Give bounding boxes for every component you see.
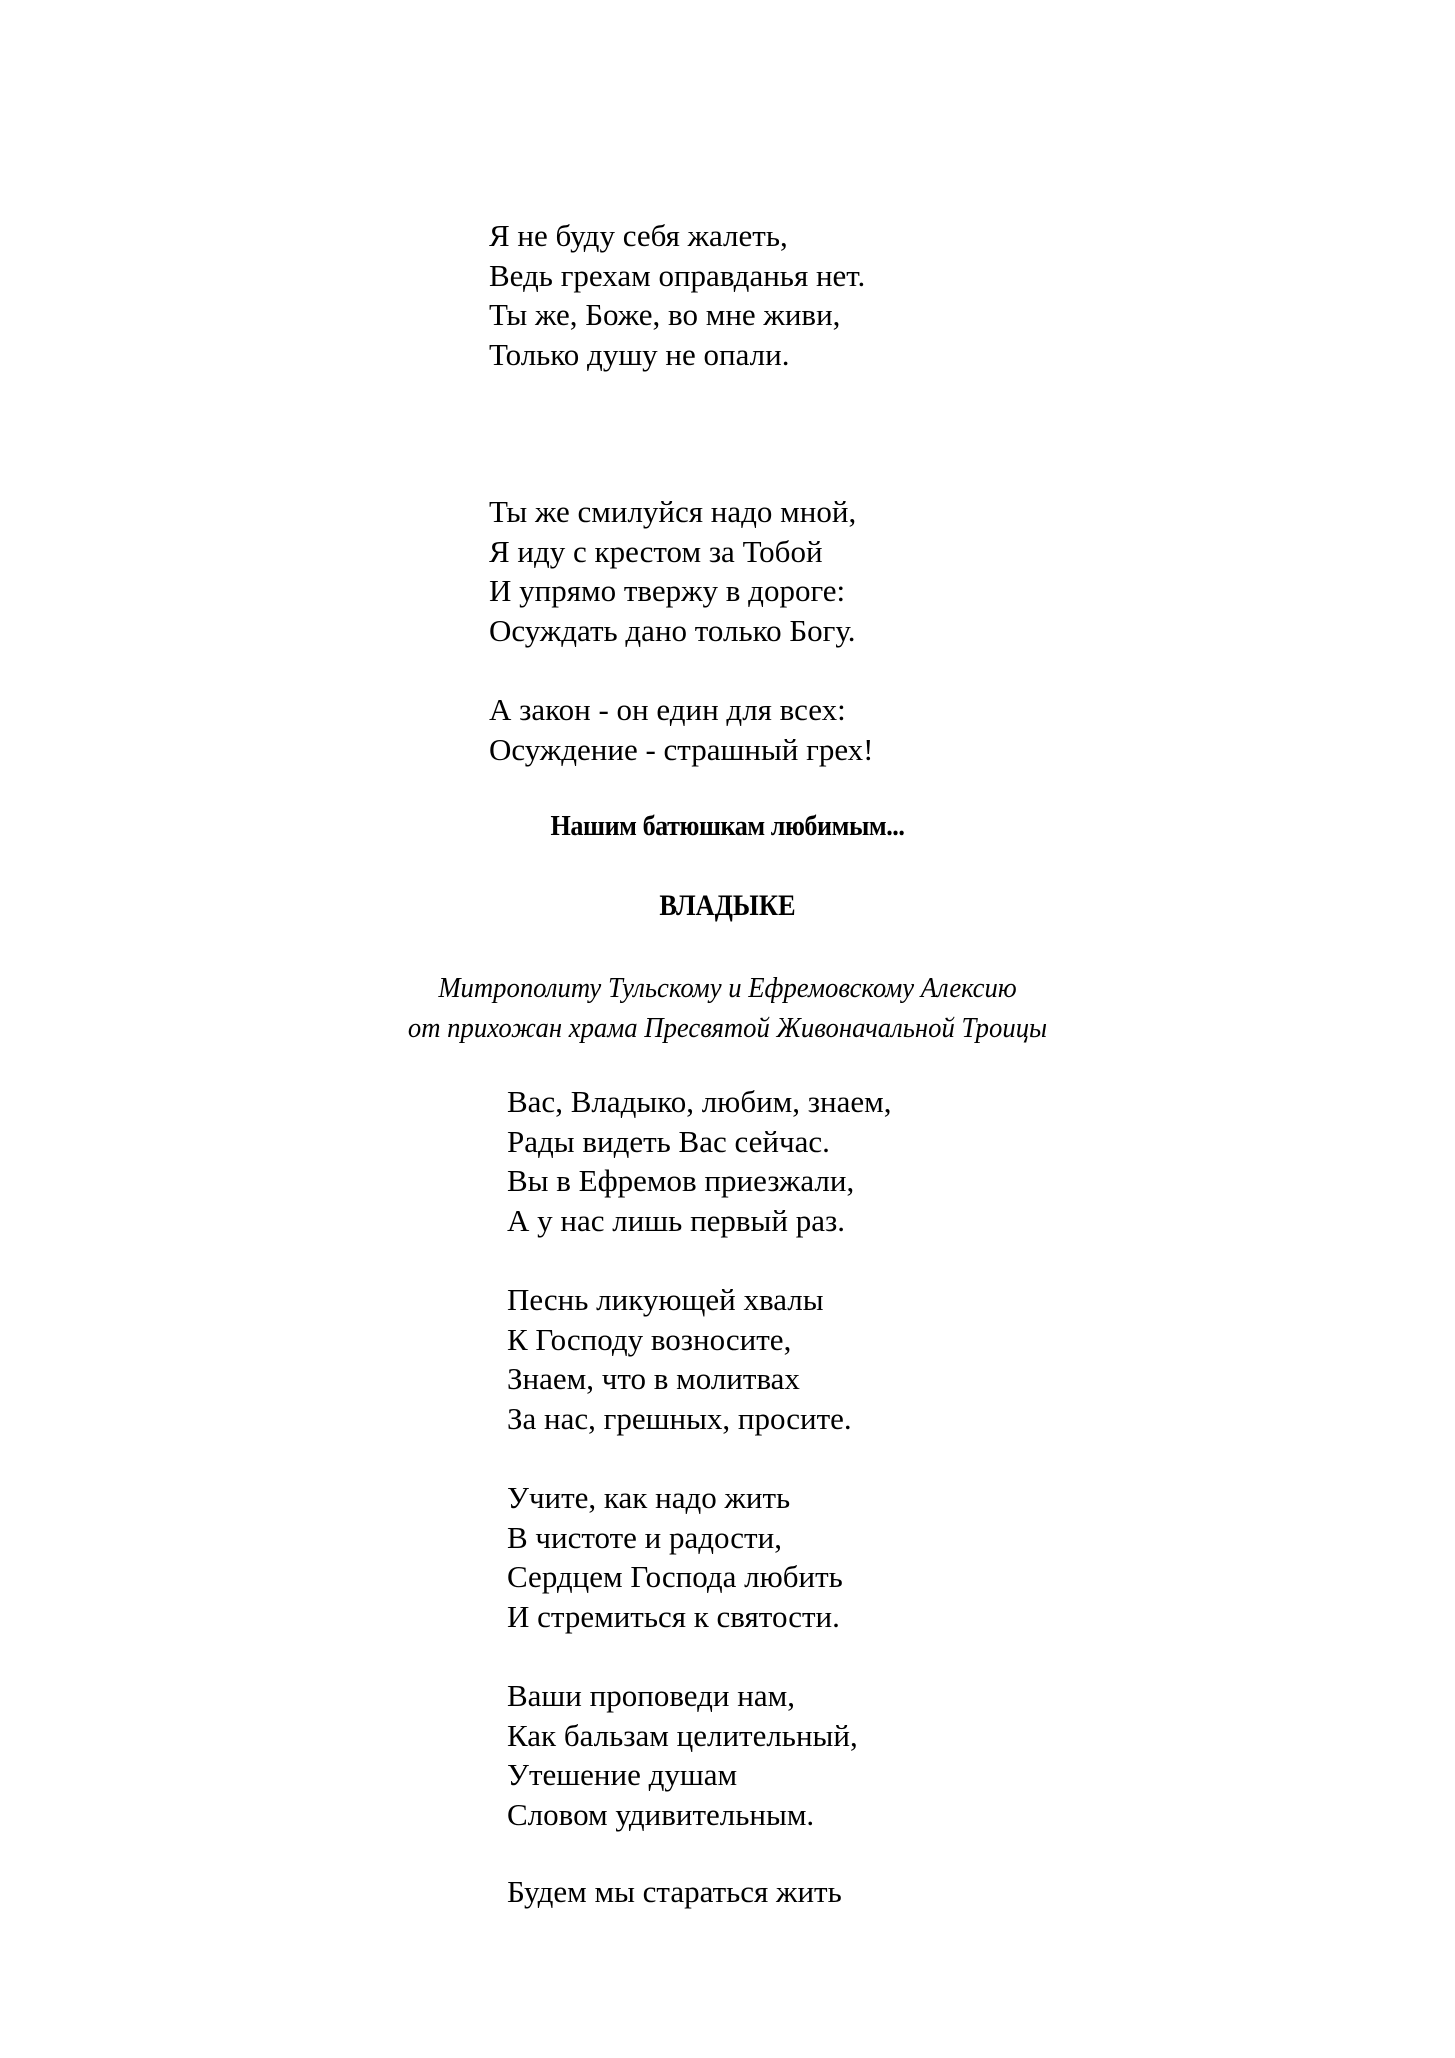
verse-line: Ты же смилуйся надо мной, [489,494,857,529]
verse-line: За нас, грешных, просите. [507,1400,852,1436]
verse-line: Вы в Ефремов приезжали, [507,1163,855,1199]
verse-line: В чистоте и радости, [507,1519,782,1555]
verse-line: Ведь грехам оправданья нет. [489,257,866,293]
verse-line: Учите, как надо жить [507,1480,791,1515]
verse-line: Утешение душам [507,1757,738,1793]
verse-line: А закон - он един для всех: [489,692,846,727]
verse-line: Сердцем Господа любить [507,1559,843,1595]
verse-line: Рады видеть Вас сейчас. [507,1123,830,1159]
poem1-stanza-3 [489,690,874,769]
verse-line: Осуждать дано только Богу. [489,612,856,648]
verse-line: К Господу возносите, [507,1321,792,1357]
verse-line: Я иду с крестом за Тобой [489,533,823,569]
verse-line: Как бальзам целительный, [507,1717,858,1753]
verse-line: Только душу не опали. [489,336,790,372]
verse-line: Осуждение - страшный грех! [489,731,874,767]
poem2-stanza-2 [507,1280,852,1438]
verse-line: И упрямо твержу в дороге: [489,573,846,609]
verse-line: Вас, Владыко, любим, знаем, [507,1084,892,1119]
poem2-stanza-5 [507,1872,842,1912]
verse-line: А у нас лишь первый раз. [507,1202,845,1238]
verse-line: Словом удивительным. [507,1796,815,1832]
verse-line: Будем мы стараться жить [507,1874,842,1909]
verse-line: Ваши проповеди нам, [507,1678,795,1713]
poem1-stanza-2 [489,492,856,650]
poem1-stanza-1 [489,216,865,374]
dedication-line: Митрополиту Тульскому и Ефремовскому Алексию [438,972,1017,1004]
verse-line: И стремиться к святости. [507,1598,840,1634]
poem2-dedication [58,968,1397,1048]
poem2-stanza-3 [507,1478,843,1636]
dedication-line: от прихожан храма Пресвятой Живоначальной Троицы [407,1012,1048,1044]
verse-line: Песнь ликующей хвалы [507,1282,824,1317]
poem2-stanza-4 [507,1676,858,1834]
section-heading: Нашим батюшкам любимым... [550,810,905,842]
poem2-title: ВЛАДЫКЕ [659,889,796,922]
verse-line: Знаем, что в молитвах [507,1361,800,1397]
poem2-stanza-1 [507,1082,892,1240]
verse-line: Я не буду себя жалеть, [489,218,788,253]
verse-line: Ты же, Боже, во мне живи, [489,297,841,333]
